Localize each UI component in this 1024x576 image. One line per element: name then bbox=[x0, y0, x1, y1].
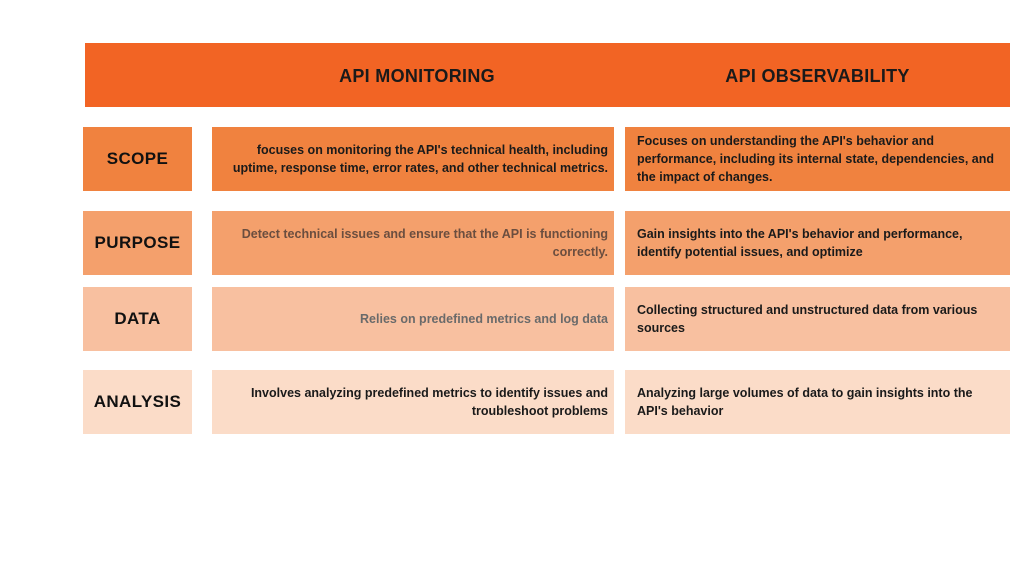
header-api-observability: API OBSERVABILITY bbox=[725, 66, 910, 86]
row-label-data: DATA bbox=[83, 287, 192, 351]
scope-observability-text: Focuses on understanding the API's behavior and performance, including its internal state, dependencies, and the impact of changes. bbox=[637, 134, 995, 184]
data-observability-text: Collecting structured and unstructured data from various sources bbox=[637, 303, 978, 335]
scope-monitoring-cell bbox=[212, 127, 614, 191]
table-header bbox=[85, 43, 1010, 107]
purpose-observability-cell bbox=[625, 211, 1010, 275]
purpose-monitoring-cell bbox=[212, 211, 614, 275]
scope-observability-cell bbox=[625, 127, 1010, 191]
row-label-analysis: ANALYSIS bbox=[83, 370, 192, 434]
analysis-observability-text: Analyzing large volumes of data to gain insights into the API's behavior bbox=[637, 386, 973, 418]
scope-monitoring-text: focuses on monitoring the API's technical health, including uptime, response time, error rates, and other technical metrics. bbox=[232, 143, 608, 175]
row-label-purpose: PURPOSE bbox=[83, 211, 192, 275]
analysis-observability-cell bbox=[625, 370, 1010, 434]
purpose-monitoring-text: Detect technical issues and ensure that the API is functioning correctly. bbox=[241, 227, 608, 259]
header-api-monitoring: API MONITORING bbox=[339, 66, 495, 86]
row-label-scope: SCOPE bbox=[83, 127, 192, 191]
data-observability-cell bbox=[625, 287, 1010, 351]
data-monitoring-text: Relies on predefined metrics and log data bbox=[360, 312, 608, 326]
analysis-monitoring-text: Involves analyzing predefined metrics to identify issues and troubleshoot problems bbox=[250, 386, 608, 418]
purpose-observability-text: Gain insights into the API's behavior and performance, identify potential issues, and optimize bbox=[637, 227, 963, 259]
data-monitoring-cell bbox=[212, 287, 614, 351]
analysis-monitoring-cell bbox=[212, 370, 614, 434]
